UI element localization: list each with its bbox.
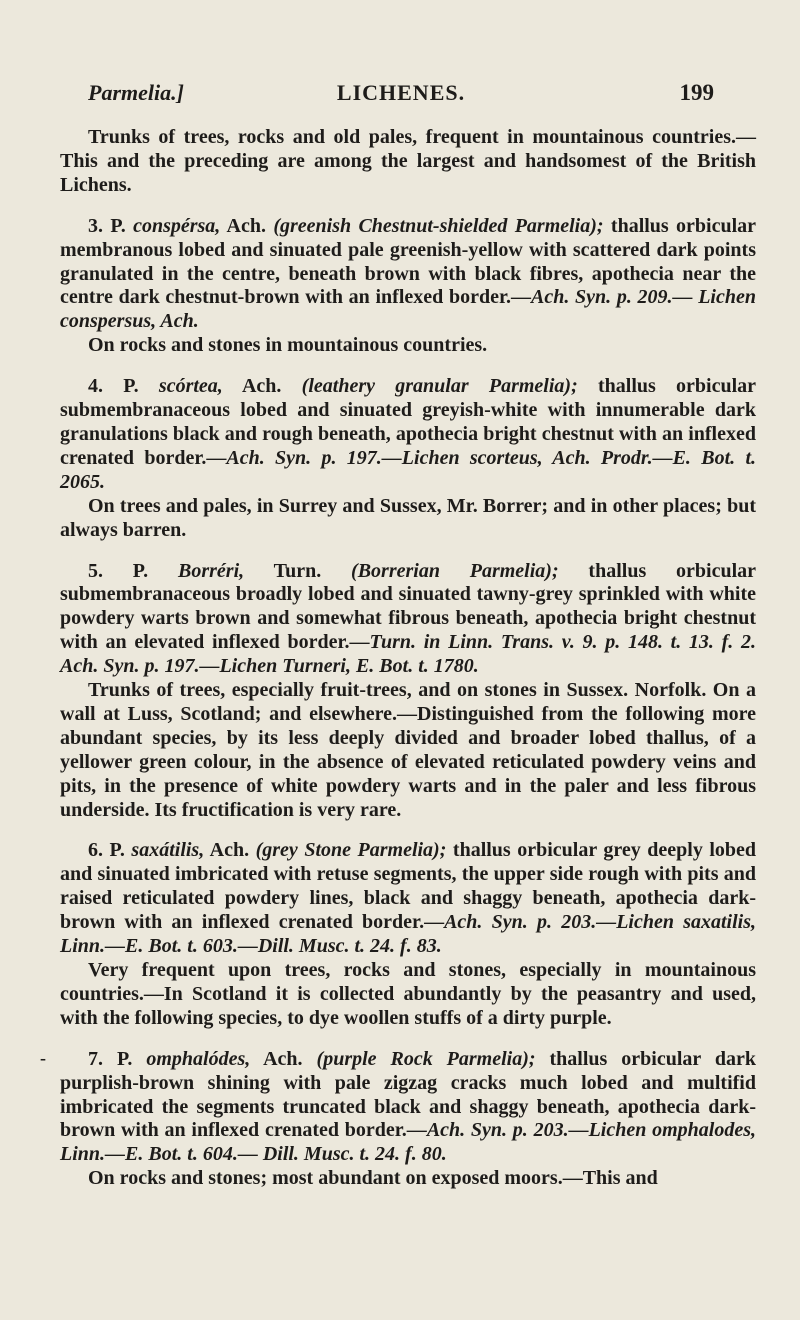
species-author: Ach. bbox=[209, 839, 250, 862]
intro-paragraph: Trunks of trees, rocks and old pales, frequent in mountainous countries.—This and the preceding are among the largest and handsomest of the British Lichens. bbox=[60, 126, 756, 196]
species-entry-7 bbox=[60, 1048, 756, 1168]
species-reference: Turn. in Linn. Trans. v. 9. p. 148. t. 13. f. 2. Ach. Syn. p. 197.—Lichen Turneri, E. Bot. t. 1780. bbox=[60, 631, 756, 678]
species-reference: Ach. Syn. p. 209.— Lichen conspersus, Ach. bbox=[60, 286, 756, 333]
page-number: 199 bbox=[679, 80, 714, 105]
species-name: saxátilis, bbox=[131, 839, 205, 862]
habitat-note: Very frequent upon trees, rocks and stones, especially in mountainous countries.—In Scotland it is collected abundantly by the peasantry and used, with the following species, to dye woollen stuffs of a dirty purple. bbox=[60, 959, 756, 1029]
common-name: (grey Stone Parmelia); bbox=[255, 839, 447, 862]
species-entry-3 bbox=[60, 215, 756, 335]
body-text bbox=[60, 126, 756, 1191]
species-name: Borréri, bbox=[178, 559, 245, 582]
running-head bbox=[88, 80, 714, 110]
habitat-note: On rocks and stones; most abundant on exposed moors.—This and bbox=[88, 1167, 658, 1190]
species-description: thallus orbicular dark purplish-brown shining with pale zigzag cracks much lobed and multifid imbricated the segments truncated black and shaggy beneath, apothecia dark-brown with an inflexed crenated border.— bbox=[60, 1047, 757, 1142]
species-author: Turn. bbox=[273, 559, 322, 582]
common-name: (leathery granular Parmelia); bbox=[301, 375, 578, 398]
running-head-genus: Parmelia.] bbox=[88, 80, 184, 105]
species-name: scórtea, bbox=[158, 375, 223, 398]
common-name: (Borrerian Parmelia); bbox=[351, 559, 559, 582]
species-name: omphalódes, bbox=[146, 1047, 251, 1070]
species-description: thallus orbicular membranous lobed and sinuated pale greenish-yellow with scattered dark points granulated in the centre, beneath brown with black fibres, apothecia near the centre dark chestnut-brown with an inflexed border.— bbox=[60, 214, 757, 309]
species-description: thallus orbicular submembranaceous broadly lobed and sinuated tawny-grey sprinkled with white powdery warts brown and somewhat fibrous beneath, apothecia bright chestnut with an elevated inflexed border.— bbox=[60, 559, 757, 654]
running-head-title: LICHENES. bbox=[336, 80, 466, 105]
species-description: thallus orbicular grey deeply lobed and sinuated imbricated with retuse segments, the upper side rough with pits and raised reticulated powdery lines, black and shaggy beneath, apothecia dark-brown with an inflexed crenated border.— bbox=[60, 839, 757, 934]
species-entry-4 bbox=[60, 375, 756, 495]
species-reference: Ach. Syn. p. 197.—Lichen scorteus, Ach. Prodr.—E. Bot. t. 2065. bbox=[60, 446, 756, 493]
species-entry-6 bbox=[60, 839, 756, 959]
species-number: 3. P. bbox=[88, 214, 126, 237]
species-entry-5 bbox=[60, 560, 756, 680]
species-reference: Ach. Syn. p. 203.—Lichen omphalodes, Linn.—E. Bot. t. 604.— Dill. Musc. t. 24. f. 80. bbox=[60, 1119, 757, 1166]
species-name: conspérsa, bbox=[133, 214, 221, 237]
species-author: Ach. bbox=[226, 214, 266, 237]
common-name: (purple Rock Parmelia); bbox=[316, 1047, 536, 1070]
species-number: 5. P. bbox=[88, 559, 149, 582]
common-name: (greenish Chestnut-shielded Parmelia); bbox=[273, 214, 604, 237]
habitat-note: Trunks of trees, especially fruit-trees, and on stones in Sussex. Norfolk. On a wall at Luss, Scotland; and elsewhere.—Distinguished from the following more abundant species, by its less deeply divided and broader lobed thallus, of a yellower green colour, in the absence of elevated reticulated powdery veins and pits, in the presence of white powdery warts and in the paler and less fibrous underside. Its fructification is very rare. bbox=[60, 679, 756, 821]
species-number: 7. P. bbox=[88, 1047, 133, 1070]
habitat-note: On trees and pales, in Surrey and Sussex, Mr. Borrer; and in other places; but always barren. bbox=[60, 494, 756, 541]
habitat-note: On rocks and stones in mountainous countries. bbox=[88, 334, 488, 357]
species-description: thallus orbicular submembranaceous lobed and sinuated greyish-white with innumerable dark granulations black and rough beneath, apothecia bright chestnut with an inflexed crenated border.— bbox=[60, 375, 757, 469]
species-number: 6. P. bbox=[88, 839, 125, 862]
species-author: Ach. bbox=[263, 1047, 303, 1070]
species-author: Ach. bbox=[241, 375, 282, 398]
species-reference: Ach. Syn. p. 203.—Lichen saxatilis, Linn.—E. Bot. t. 603.—Dill. Musc. t. 24. f. 83. bbox=[60, 911, 757, 958]
species-number: 4. P. bbox=[88, 375, 139, 398]
margin-mark: - bbox=[40, 1048, 46, 1068]
